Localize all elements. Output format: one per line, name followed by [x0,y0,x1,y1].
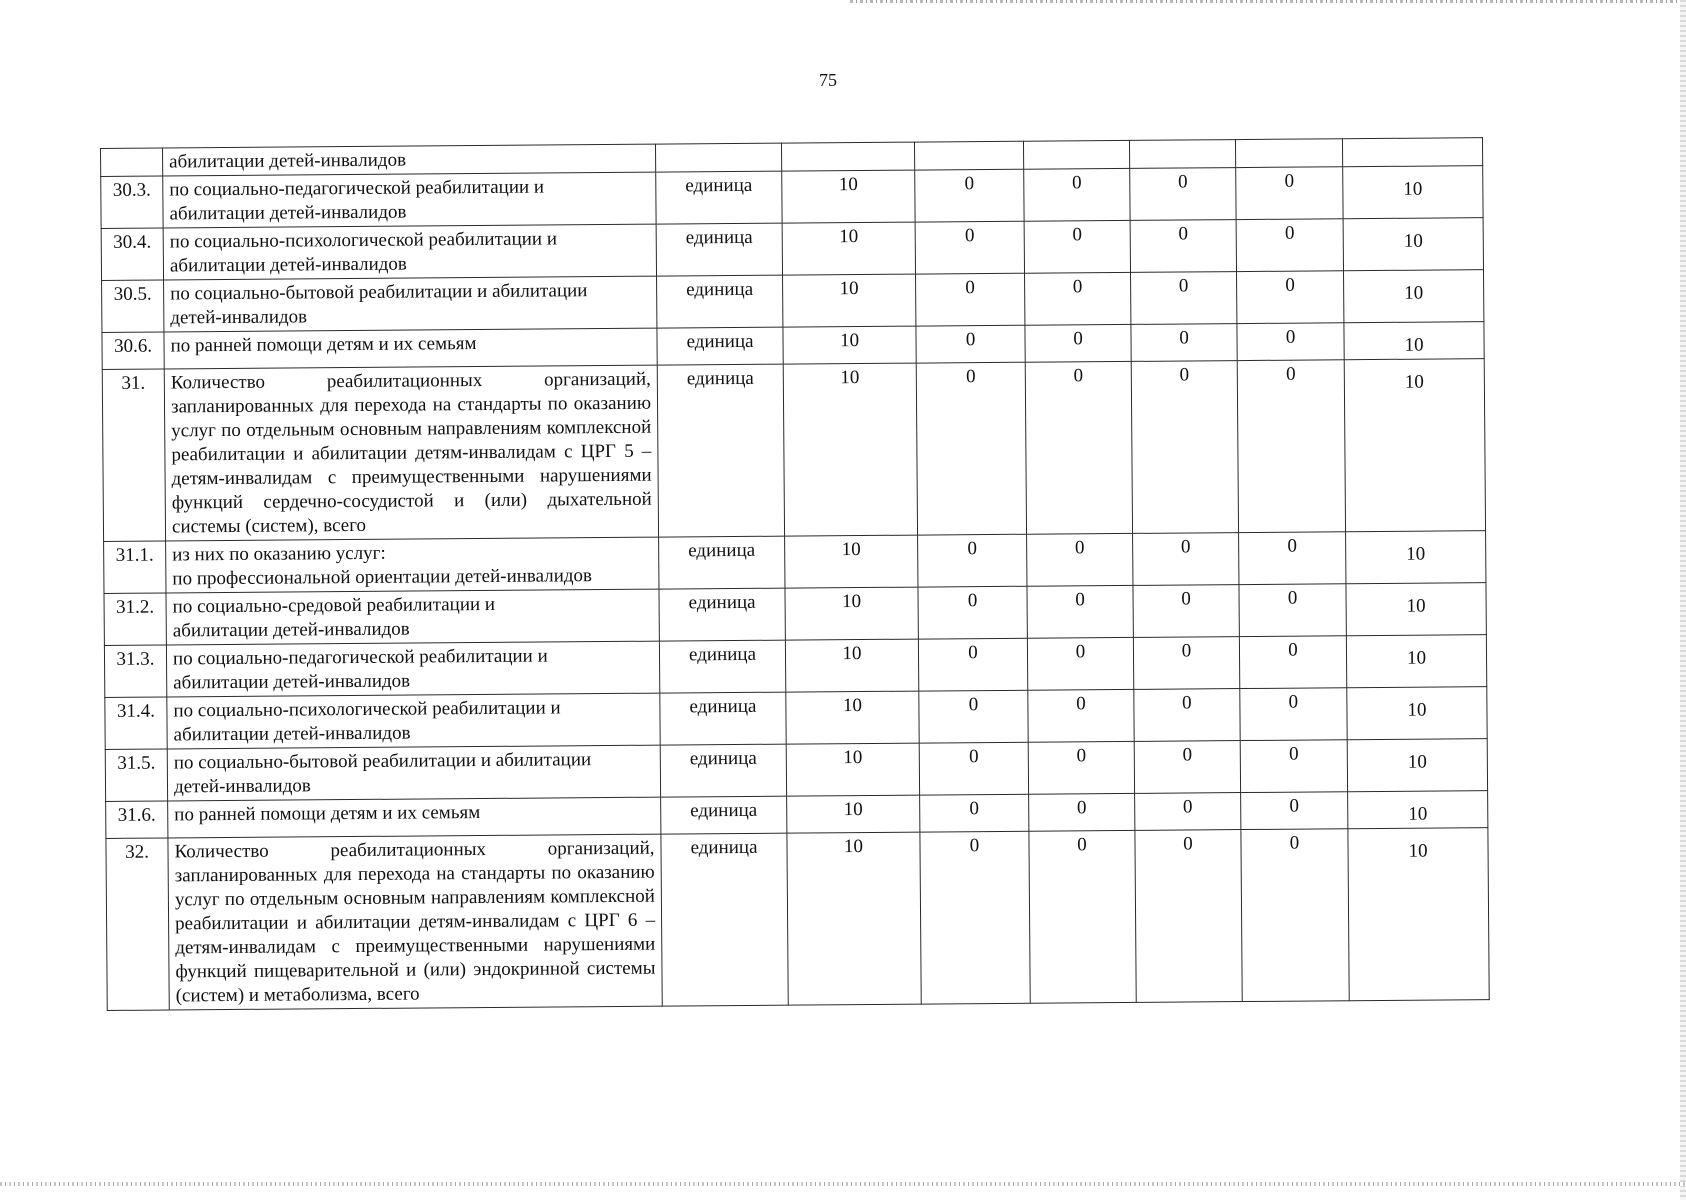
empty-cell [655,143,781,172]
row-number-cell: 30.3. [101,176,163,228]
value-cell: 10 [1348,791,1488,829]
row-name-cell [166,641,659,697]
value-cell: 10 [783,326,916,364]
value-cell: 0 [919,742,1028,795]
value-cell: 0 [1131,324,1237,362]
value-cell: 10 [1346,531,1486,584]
unit-cell: единица [660,744,786,797]
row-name-cell [163,224,656,280]
scan-edge-bottom [0,1182,1686,1186]
empty-cell [1342,138,1482,167]
value-cell: 10 [1346,583,1486,636]
value-cell: 0 [1240,688,1347,741]
value-cell: 0 [1236,167,1343,220]
row-name-line: по социально-бытовой реабилитации и абилитации [170,280,588,305]
value-cell: 0 [1130,168,1236,221]
row-name-line: абилитации детей-инвалидов [173,670,411,694]
unit-cell: единица [661,796,787,834]
empty-cell [781,142,914,171]
row-number-cell [101,148,163,176]
unit-cell: единица [661,833,788,1006]
row-number-cell: 30.5. [102,280,164,332]
row-name-line: абилитации детей-инвалидов [169,253,407,277]
row-name-cell [167,693,660,749]
row-name-line: по ранней помощи детям и их семьям [170,333,477,357]
value-cell: 0 [1131,272,1237,325]
value-cell: 10 [783,274,916,327]
row-name-line: по социально-бытовой реабилитации и абилитации [173,749,592,774]
value-cell: 0 [918,534,1027,587]
value-cell: 0 [1024,168,1130,221]
table-row [102,359,1485,542]
value-cell: 0 [1130,220,1236,273]
value-cell: 0 [1237,360,1345,533]
value-cell: 0 [916,362,1026,535]
row-number-cell: 31.1. [104,541,166,593]
row-name-line: по социально-педагогической реабилитации и [172,645,548,670]
row-name-line: детей-инвалидов [173,775,311,798]
scan-edge-right [1680,0,1686,1200]
value-cell: 0 [1134,689,1240,742]
value-cell: 0 [1024,220,1130,273]
value-cell: 10 [1343,166,1483,219]
value-cell: 10 [1347,687,1487,740]
row-number-cell: 31.6. [106,801,168,838]
value-cell: 0 [919,690,1028,743]
unit-cell: единица [660,692,786,745]
row-name-line: по социально-педагогической реабилитации и [169,176,545,201]
value-cell: 0 [1135,793,1241,831]
value-cell: 0 [1237,323,1344,361]
empty-cell [1235,139,1342,168]
row-number-cell: 30.6. [102,332,164,369]
unit-cell: единица [657,275,783,328]
value-cell: 0 [1133,637,1239,690]
row-number-cell: 31.5. [105,749,167,801]
value-cell: 10 [1344,322,1484,360]
unit-cell: единица [659,640,785,693]
value-cell: 0 [915,169,1024,222]
value-cell: 0 [916,273,1025,326]
table-body [101,138,1490,1011]
value-cell: 0 [1027,533,1133,586]
unit-cell: единица [656,223,782,276]
empty-cell [1023,140,1129,169]
row-name-line: по социально-психологической реабилитации и [173,697,561,722]
value-cell: 10 [787,795,920,833]
unit-cell: единица [657,327,783,365]
row-name-line: абилитации детей-инвалидов [172,618,410,642]
row-name-cell [168,797,661,838]
row-name-line: по социально-средовой реабилитации и [172,593,496,618]
unit-cell: единица [656,171,782,224]
row-name-cell: Количество реабилитационных организаций, запланированных для перехода на стандарты по оказанию услуг по отдельным основным направлениям комплексной реабилитации и абилитации детям-инвалидам с ЦРГ 6 – детям-инвалидам с преимущественными нарушениями функций пищеварительной и (или) эндокринной системы (систем) и метаболизма, всего [168,834,662,1010]
row-name-cell [166,589,659,645]
value-cell: 10 [1343,218,1483,271]
row-number-cell: 31.4. [105,697,167,749]
value-cell: 0 [1239,636,1346,689]
row-name-cell [164,276,657,332]
row-name-line: абилитации детей-инвалидов [173,722,411,746]
row-name-line: по профессиональной ориентации детей-инвалидов [172,565,593,590]
row-name-line: из них по оказанию услуг: [172,542,386,566]
value-cell: 10 [1344,359,1485,532]
value-cell: 0 [916,325,1025,363]
row-name-line: детей-инвалидов [170,306,308,329]
value-cell: 0 [1236,219,1343,272]
value-cell: 10 [1346,635,1486,688]
value-cell: 0 [918,638,1027,691]
value-cell: 0 [1025,361,1132,534]
value-cell: 10 [782,222,915,275]
row-name-cell: Количество реабилитационных организаций, запланированных для перехода на стандарты по оказанию услуг по отдельным основным направлениям комплексной реабилитации и абилитации детям-инвалидам с ЦРГ 5 – детям-инвалидам с преимущественными нарушениями функций сердечно-сосудистой и (или) дыхательной системы (систем), всего [164,365,658,541]
page-number: 75 [819,70,837,90]
value-cell: 0 [1131,361,1238,534]
value-cell: 10 [785,587,918,640]
row-number-cell: 31.3. [104,645,166,697]
value-cell: 0 [1028,741,1134,794]
value-cell: 10 [1348,828,1489,1001]
scan-edge-top [850,0,1686,3]
value-cell: 0 [1239,532,1346,585]
indicators-table [100,137,1490,1011]
value-cell: 0 [1025,272,1131,325]
value-cell: 0 [920,794,1029,832]
table-row [106,828,1489,1011]
value-cell: 10 [786,743,919,796]
value-cell: 0 [1133,533,1239,586]
value-cell: 0 [1027,585,1133,638]
value-cell: 0 [1237,271,1344,324]
row-name-cell [167,745,660,801]
row-name-cell [163,144,656,176]
value-cell: 10 [1344,270,1484,323]
value-cell: 0 [1025,324,1131,362]
value-cell: 0 [1027,637,1133,690]
row-number-cell: 32. [106,838,169,1010]
unit-cell: единица [659,588,785,641]
empty-cell [914,141,1023,170]
value-cell: 0 [1029,830,1136,1003]
row-name-cell [164,328,657,369]
row-name-line: абилитации детей-инвалидов [169,201,407,225]
row-name-cell [163,172,656,228]
row-name-line: абилитации детей-инвалидов [169,149,407,173]
row-number-cell: 30.4. [101,228,163,280]
value-cell: 0 [1239,584,1346,637]
row-number-cell: 31. [102,369,165,541]
row-number-cell: 31.2. [104,593,166,645]
value-cell: 10 [785,535,918,588]
value-cell: 0 [1135,830,1242,1003]
value-cell: 10 [787,832,921,1005]
value-cell: 0 [920,831,1030,1004]
unit-cell: единица [657,364,784,537]
value-cell: 10 [785,639,918,692]
value-cell: 0 [918,586,1027,639]
value-cell: 0 [1240,740,1347,793]
value-cell: 0 [915,221,1024,274]
value-cell: 10 [782,170,915,223]
value-cell: 10 [1347,739,1487,792]
value-cell: 0 [1028,689,1134,742]
row-name-line: по ранней помощи детям и их семьям [174,802,481,826]
value-cell: 0 [1133,585,1239,638]
value-cell: 0 [1241,829,1349,1002]
value-cell: 0 [1029,793,1135,831]
value-cell: 10 [783,363,917,536]
empty-cell [1129,140,1235,169]
value-cell: 0 [1134,741,1240,794]
unit-cell: единица [659,536,785,589]
row-name-line: по социально-психологической реабилитации и [169,228,558,253]
value-cell: 0 [1241,792,1348,830]
row-name-cell [166,537,659,593]
value-cell: 10 [786,691,919,744]
